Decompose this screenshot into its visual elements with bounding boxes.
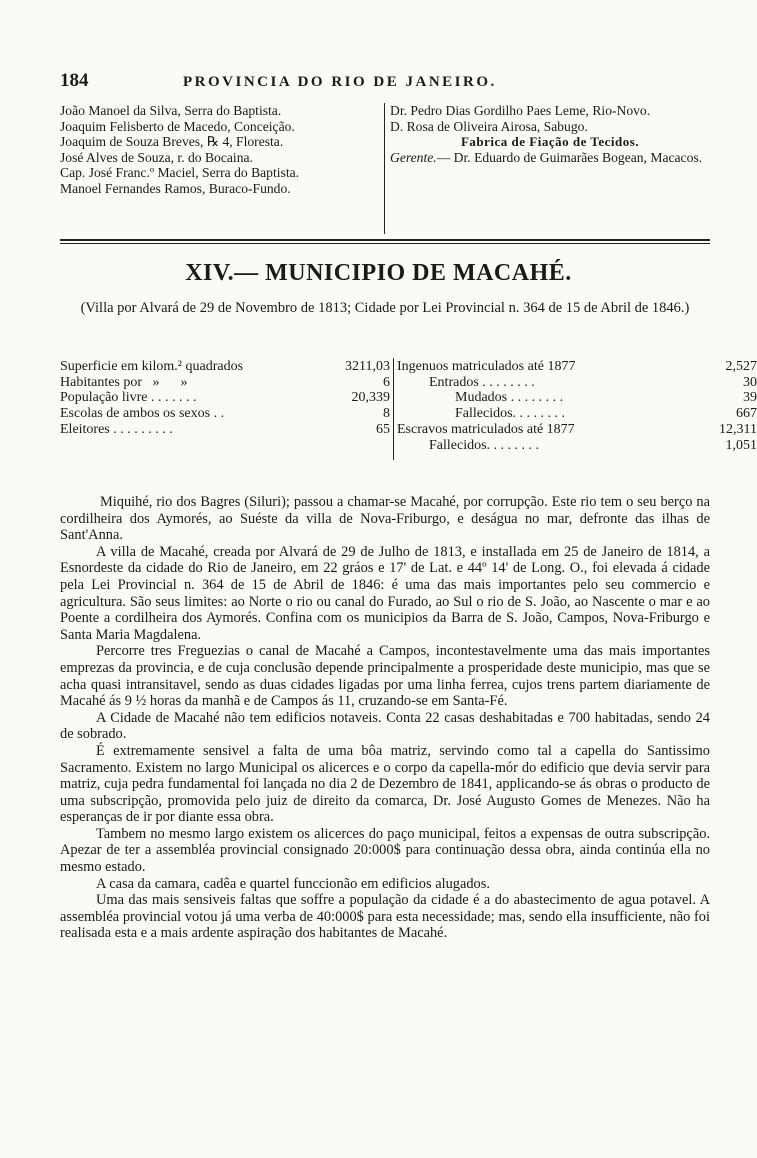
stat-value: 667 xyxy=(736,406,757,422)
stat-value: 65 xyxy=(376,421,390,437)
stat-value: 30 xyxy=(743,374,757,390)
paragraph: É extremamente sensivel a falta de uma bôa matriz, servindo como tal a capella do Santissimo Sacramento. Existem no largo Municipal os alicerces e o corpo da capella-mór do edificio que devia servir para matriz, cuja pedra fundamental foi lançada no dia 2 de Dezembro de 1841, applicando-se ás obras o producto de uma subscripção, promovida pelo juiz de direito da comarca, Dr. José Augusto Gomes de Menezes. Não ha esperanças de ir por diante essa obra. xyxy=(60,742,710,826)
stat-value: 6 xyxy=(383,374,390,390)
paragraph: Miquihé, rio dos Bagres (Siluri); passou a chamar-se Macahé, por corrupção. Este rio tem o seu berço na cordilheira dos Aymorés, ao Suéste da villa de Nova-Friburgo, e deságua no mar, defronte das ilhas de Sant'Anna. xyxy=(60,494,710,544)
stat-label: Entrados . . . . . . . . xyxy=(429,374,535,390)
table-row xyxy=(60,359,390,375)
paragraph: A casa da camara, cadêa e quartel funccionão em edificios alugados. xyxy=(96,875,490,892)
list-item: Joaquim de Souza Breves, ℞ 4, Floresta. xyxy=(60,134,284,150)
stat-label: Ingenuos matriculados até 1877 xyxy=(397,359,576,374)
stat-label: Superficie em kilom.² quadrados xyxy=(60,359,244,374)
table-row xyxy=(60,422,390,438)
table-row xyxy=(397,438,757,454)
table-row xyxy=(397,390,757,406)
table-row xyxy=(397,422,757,438)
stat-label: Habitantes por » » xyxy=(60,374,188,390)
stat-value: 12,311 xyxy=(719,421,757,437)
list-item: José Alves de Souza, r. do Bocaina. xyxy=(60,149,253,165)
stat-label: Fallecidos. . . . . . . . xyxy=(455,406,566,422)
list-item: Joaquim Felisberto de Macedo, Conceição. xyxy=(60,118,295,134)
page-number: 184 xyxy=(60,70,89,91)
list-item: Dr. Pedro Dias Gordilho Paes Leme, Rio-Novo. xyxy=(390,103,651,118)
list-item: João Manoel da Silva, Serra do Baptista. xyxy=(60,103,282,118)
stat-label: Escolas de ambos os sexos . . xyxy=(60,406,225,422)
table-row xyxy=(60,406,390,422)
list-item: D. Rosa de Oliveira Airosa, Sabugo. xyxy=(390,118,588,134)
double-rule-bottom xyxy=(60,243,710,244)
section-subtitle: (Villa por Alvará de 29 de Novembro de 1813; Cidade por Lei Provincial n. 364 de 15 de Abril de 1846.) xyxy=(80,300,690,316)
stats-divider xyxy=(393,358,394,460)
double-rule-top xyxy=(60,239,710,241)
stat-value: 20,339 xyxy=(351,390,390,406)
table-row xyxy=(397,375,757,391)
stat-value: 1,051 xyxy=(725,437,757,453)
body-text xyxy=(60,494,710,942)
stat-value: 3211,03 xyxy=(345,359,390,374)
stat-value: 2,527 xyxy=(725,359,757,374)
list-item: Cap. José Franc.º Maciel, Serra do Baptista. xyxy=(60,165,300,181)
stats-left-table xyxy=(60,359,390,438)
paragraph: A Cidade de Macahé não tem edificios notaveis. Conta 22 casas deshabitadas e 700 habitadas, sendo 24 de sobrado. xyxy=(60,709,710,743)
running-title: PROVINCIA DO RIO DE JANEIRO. xyxy=(183,74,497,90)
column-divider xyxy=(384,103,385,234)
top-left-list xyxy=(60,103,382,197)
manager-entry xyxy=(390,150,710,166)
stat-label: População livre . . . . . . . xyxy=(60,390,197,406)
stat-label: Mudados . . . . . . . . xyxy=(455,390,564,406)
table-row xyxy=(397,359,757,375)
stat-value: 39 xyxy=(743,390,757,406)
stats-right-table xyxy=(397,359,757,453)
stat-label: Escravos matriculados até 1877 xyxy=(397,421,575,437)
stat-label: Fallecidos. . . . . . . . xyxy=(429,437,540,453)
stat-value: 8 xyxy=(383,406,390,422)
manager-text: — Dr. Eduardo de Guimarães Bogean, Macacos. xyxy=(436,149,703,165)
paragraph: A villa de Macahé, creada por Alvará de 29 de Julho de 1813, e installada em 25 de Janeiro de 1814, a Esnordeste da cidade do Rio de Janeiro, em 22 gráos e 17' de Lat. e 44º 14' de Long. O., foi elevada á cidade pela Lei Provincial n. 364 de 15 de Abril de 1846: é uma das mais importantes pelo seu commercio e agricultura. São seus limites: ao Norte o rio ou canal do Furado, ao Sul o rio de S. João, ao Nascente o mar e ao Poente a cordilheira dos Aymorés. Confina com os municipios da Barra de S. João, Campos, Nova-Friburgo e Santa Maria Magdalena. xyxy=(60,543,710,643)
section-title: XIV.— MUNICIPIO DE MACAHÉ. xyxy=(185,260,572,286)
list-item: Manoel Fernandes Ramos, Buraco-Fundo. xyxy=(60,180,291,196)
stat-label: Eleitores . . . . . . . . . xyxy=(60,421,173,437)
paragraph: Uma das mais sensiveis faltas que soffre a população da cidade é a do abastecimento de agua potavel. A assembléa provincial votou já uma verba de 40:000$ para esta necessidade; mas, sendo ella insufficiente, não foi realisada esta e a mais ardente aspiração dos habitantes de Macahé. xyxy=(60,892,710,942)
table-row xyxy=(397,406,757,422)
factory-heading: Fabrica de Fiação de Tecidos. xyxy=(460,134,640,150)
table-row xyxy=(60,390,390,406)
table-row xyxy=(60,375,390,391)
manager-label: Gerente. xyxy=(390,149,437,165)
paragraph: Tambem no mesmo largo existem os alicerces do paço municipal, feitos a expensas de outra subscripção. Apezar de ter a assembléa provincial consignado 20:000$ para continuação dessa obra, ainda continúa ella no mesmo estado. xyxy=(60,825,710,876)
paragraph: Percorre tres Freguezias o canal de Macahé a Campos, incontestavelmente uma das mais importantes emprezas da provincia, e de cuja conclusão depende principalmente a prosperidade deste municipio, mas que se acha quasi intransitavel, sendo as duas cidades ligadas por uma linha ferrea, cujos trens partem diariamente de Macahé ás 9 ½ horas da manhã e de Campos ás 11, cruzando-se em Santa-Fé. xyxy=(60,643,710,710)
top-right-list xyxy=(390,103,710,165)
